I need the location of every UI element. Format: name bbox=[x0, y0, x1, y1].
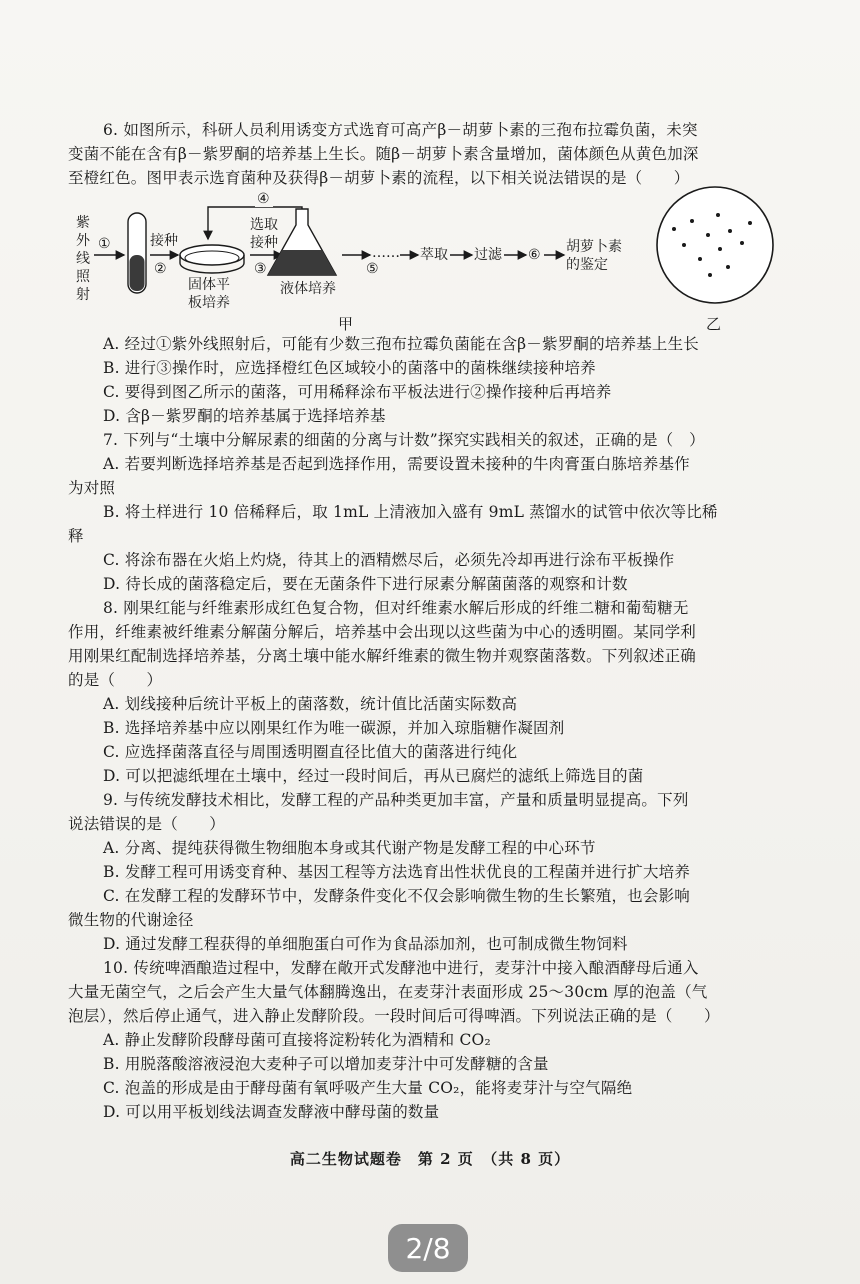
plate-yi bbox=[657, 187, 773, 303]
q7-option-a-1: A. 若要判断选择培养基是否起到选择作用，需要设置未接种的牛肉膏蛋白胨培养基作 bbox=[103, 455, 690, 473]
uv-label bbox=[76, 214, 91, 303]
q10-option-c: C. 泡盖的形成是由于酵母菌有氧呼吸产生大量 CO₂，能将麦芽汁与空气隔绝 bbox=[103, 1079, 633, 1097]
figure-label-jia: 甲 bbox=[338, 315, 354, 333]
q8-stem-line-2: 作用，纤维素被纤维素分解菌分解后，培养基中会出现以这些菌为中心的透明圈。某同学利 bbox=[68, 623, 697, 641]
q7-option-b-1: B. 将土样进行 10 倍稀释后，取 1mL 上清液加入盛有 9mL 蒸馏水的试管中依次等比稀 bbox=[103, 503, 718, 521]
uv-char: 射 bbox=[76, 287, 90, 303]
q9-option-b: B. 发酵工程可用诱变育种、基因工程等方法选育出性状优良的工程菌并进行扩大培养 bbox=[103, 863, 691, 881]
q8-option-c: C. 应选择菌落直径与周围透明圈直径比值大的菌落进行纯化 bbox=[103, 743, 518, 761]
q6-option-d: D. 含β－紫罗酮的培养基属于选择培养基 bbox=[103, 407, 386, 425]
q6-stem-line-2: 变菌不能在含有β－紫罗酮的培养基上生长。随β－胡萝卜素含量增加，菌体颜色从黄色加深 bbox=[68, 145, 699, 163]
q9-option-c-1: C. 在发酵工程的发酵环节中，发酵条件变化不仅会影响微生物的生长繁殖，也会影响 bbox=[103, 887, 690, 905]
select-label-1: 选取 bbox=[250, 217, 278, 233]
q6-option-c: C. 要得到图乙所示的菌落，可用稀释涂布平板法进行②操作接种后再培养 bbox=[103, 383, 612, 401]
uv-char: 线 bbox=[76, 251, 90, 267]
q8-stem-line-3: 用刚果红配制选择培养基，分离土壤中能水解纤维素的微生物并观察菌落数。下列叙述正确 bbox=[68, 647, 697, 665]
result-label-2: 的鉴定 bbox=[566, 257, 608, 273]
q7-option-a-2: 为对照 bbox=[68, 479, 116, 497]
q7-option-d: D. 待长成的菌落稳定后，要在无菌条件下进行尿素分解菌菌落的观察和计数 bbox=[103, 575, 628, 593]
petri-dish bbox=[180, 245, 244, 273]
step-4-label: ④ bbox=[257, 191, 270, 207]
q7-option-b-2: 释 bbox=[68, 527, 84, 545]
q7-option-c: C. 将涂布器在火焰上灼烧，待其上的酒精燃尽后，必须先冷却再进行涂布平板操作 bbox=[103, 551, 675, 569]
q6-option-a: A. 经过①紫外线照射后，可能有少数三孢布拉霉负菌能在含β－紫罗酮的培养基上生长 bbox=[103, 335, 700, 353]
q7-stem: 7. 下列与“土壤中分解尿素的细菌的分离与计数”探究实践相关的叙述，正确的是（ ） bbox=[103, 431, 705, 449]
inoculate-label: 接种 bbox=[150, 233, 178, 249]
uv-char: 外 bbox=[76, 233, 90, 249]
flask bbox=[268, 209, 336, 275]
q6-stem-line-1: 6. 如图所示，科研人员利用诱变方式选育可高产β－胡萝卜素的三孢布拉霉负菌，未突 bbox=[103, 121, 698, 139]
q6-figure bbox=[70, 183, 790, 333]
test-tube bbox=[128, 213, 146, 293]
step-3-label: ③ bbox=[254, 261, 267, 277]
dots-label: …… bbox=[372, 245, 400, 261]
q10-option-a: A. 静止发酵阶段酵母菌可直接将淀粉转化为酒精和 CO₂ bbox=[103, 1031, 491, 1049]
q6-option-b: B. 进行③操作时，应选择橙红色区域较小的菌落中的菌株继续接种培养 bbox=[103, 359, 596, 377]
q9-option-d: D. 通过发酵工程获得的单细胞蛋白可作为食品添加剂，也可制成微生物饲料 bbox=[103, 935, 628, 953]
q10-option-d: D. 可以用平板划线法调查发酵液中酵母菌的数量 bbox=[103, 1103, 440, 1121]
filter-label: 过滤 bbox=[474, 247, 502, 263]
step-5-label: ⑤ bbox=[366, 261, 379, 277]
page-indicator: 2/8 bbox=[388, 1224, 468, 1272]
figure-label-yi: 乙 bbox=[706, 315, 722, 333]
extract-label: 萃取 bbox=[420, 247, 448, 263]
select-label-2: 接种 bbox=[250, 235, 278, 251]
q9-option-c-2: 微生物的代谢途径 bbox=[68, 911, 194, 929]
solid-label-2: 板培养 bbox=[188, 295, 230, 311]
q9-option-a: A. 分离、提纯获得微生物细胞本身或其代谢产物是发酵工程的中心环节 bbox=[103, 839, 596, 857]
q10-stem-line-3: 泡层），然后停止通气，进入静止发酵阶段。一段时间后可得啤酒。下列说法正确的是（ ） bbox=[68, 1007, 720, 1025]
q8-option-b: B. 选择培养基中应以刚果红作为唯一碳源，并加入琼脂糖作凝固剂 bbox=[103, 719, 565, 737]
q10-stem-line-2: 大量无菌空气，之后会产生大量气体翻腾逸出，在麦芽汁表面形成 25～30cm 厚的泡盖（气 bbox=[68, 983, 708, 1001]
q8-stem-line-4: 的是（ ） bbox=[68, 671, 163, 689]
liquid-label: 液体培养 bbox=[280, 281, 336, 297]
q6-stem-line-3: 至橙红色。图甲表示选育菌种及获得β－胡萝卜素的流程，以下相关说法错误的是（ ） bbox=[68, 169, 690, 187]
q8-stem-line-1: 8. 刚果红能与纤维素形成红色复合物，但对纤维素水解后形成的纤维二糖和葡萄糖无 bbox=[103, 599, 689, 617]
q9-stem-line-1: 9. 与传统发酵技术相比，发酵工程的产品种类更加丰富，产量和质量明显提高。下列 bbox=[103, 791, 689, 809]
q10-option-b: B. 用脱落酸溶液浸泡大麦种子可以增加麦芽汁中可发酵糖的含量 bbox=[103, 1055, 549, 1073]
step-1-label: ① bbox=[98, 236, 111, 252]
q8-option-d: D. 可以把滤纸埋在土壤中，经过一段时间后，再从已腐烂的滤纸上筛选目的菌 bbox=[103, 767, 644, 785]
solid-label-1: 固体平 bbox=[188, 277, 230, 293]
uv-char: 照 bbox=[76, 269, 90, 285]
uv-char: 紫 bbox=[76, 215, 90, 231]
step-6-label: ⑥ bbox=[528, 247, 541, 263]
step-2-label: ② bbox=[154, 261, 167, 277]
page-footer: 高二生物试题卷 第 2 页 （共 8 页） bbox=[289, 1150, 571, 1168]
result-label-1: 胡萝卜素 bbox=[566, 239, 622, 255]
q9-stem-line-2: 说法错误的是（ ） bbox=[68, 815, 226, 833]
q8-option-a: A. 划线接种后统计平板上的菌落数，统计值比活菌实际数高 bbox=[103, 695, 518, 713]
q10-stem-line-1: 10. 传统啤酒酿造过程中，发酵在敞开式发酵池中进行，麦芽汁中接入酿酒酵母后通入 bbox=[103, 959, 699, 977]
